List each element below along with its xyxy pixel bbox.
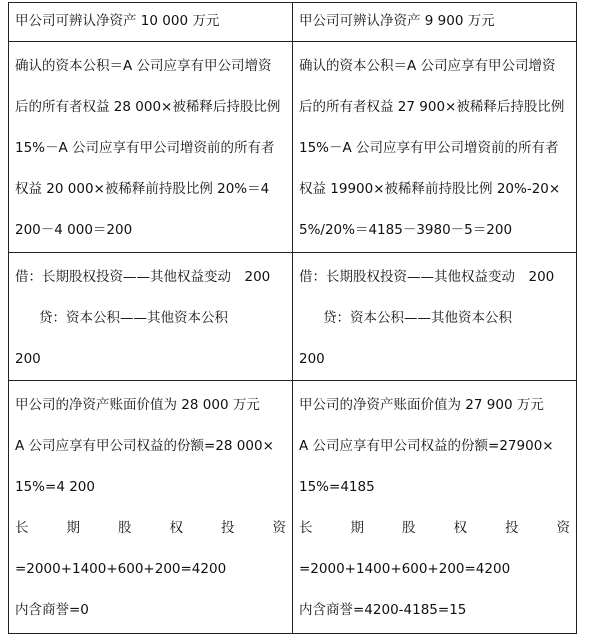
spread-text (15, 508, 286, 549)
table-cell (9, 381, 293, 634)
spread-char: 期 (66, 520, 80, 536)
spread-char: 股 (118, 520, 132, 536)
cell-text: 15%－A 公司应享有甲公司增资前的所有者 (15, 140, 275, 156)
cell-text: 内含商誉=4200-4185=15 (299, 602, 467, 618)
cell-text: 15%=4185 (299, 479, 375, 495)
cell-text: 5%/20%＝4185－3980－5＝200 (299, 222, 513, 238)
cell-text: A 公司应享有甲公司权益的份额=28 000× (15, 438, 274, 454)
cell-text: 15%=4 200 (15, 479, 95, 495)
comparison-table (8, 2, 577, 634)
cell-text: 甲公司可辨认净资产 9 900 万元 (299, 13, 495, 29)
spread-char: 期 (350, 520, 364, 536)
cell-text: 15%－A 公司应享有甲公司增资前的所有者 (299, 140, 559, 156)
cell-text: 确认的资本公积＝A 公司应享有甲公司增资 (15, 58, 272, 74)
cell-text: 权益 20 000×被稀释前持股比例 20%＝4 (15, 181, 270, 197)
table-row (9, 381, 577, 634)
cell-text: 后的所有者权益 28 000×被稀释后持股比例 (15, 99, 281, 115)
journal-debit-line: 借：长期股权投资——其他权益变动 200 (15, 269, 271, 285)
cell-text: 甲公司的净资产账面价值为 28 000 万元 (15, 397, 260, 413)
table-row (9, 253, 577, 381)
spread-char: 资 (272, 520, 286, 536)
spread-char: 权 (169, 520, 183, 536)
table-cell (293, 3, 577, 42)
journal-amount: 200 (299, 351, 325, 367)
table-row (9, 42, 577, 253)
table-row (9, 3, 577, 42)
cell-text: 200－4 000＝200 (15, 222, 133, 238)
cell-text: 甲公司可辨认净资产 10 000 万元 (15, 13, 220, 29)
cell-text: 确认的资本公积＝A 公司应享有甲公司增资 (299, 58, 556, 74)
spread-char: 投 (221, 520, 235, 536)
journal-credit-line: 贷：资本公积——其他资本公积 (323, 310, 512, 326)
cell-text: 内含商誉=0 (15, 602, 89, 618)
cell-text: A 公司应享有甲公司权益的份额=27900× (299, 438, 554, 454)
spread-char: 投 (505, 520, 519, 536)
table-cell (9, 42, 293, 253)
table-cell (293, 253, 577, 381)
spread-char: 资 (556, 520, 570, 536)
cell-text: =2000+1400+600+200=4200 (299, 561, 511, 577)
cell-text: =2000+1400+600+200=4200 (15, 561, 227, 577)
spread-char: 长 (299, 520, 313, 536)
table-cell (293, 381, 577, 634)
cell-text: 权益 19900×被稀释前持股比例 20%-20× (299, 181, 561, 197)
journal-debit-line: 借：长期股权投资——其他权益变动 200 (299, 269, 555, 285)
spread-char: 长 (15, 520, 29, 536)
journal-credit-line: 贷：资本公积——其他资本公积 (39, 310, 228, 326)
spread-char: 股 (402, 520, 416, 536)
journal-amount: 200 (15, 351, 41, 367)
spread-char: 权 (453, 520, 467, 536)
table-cell (293, 42, 577, 253)
table-cell (9, 3, 293, 42)
spread-text (299, 508, 570, 549)
table-cell (9, 253, 293, 381)
cell-text: 后的所有者权益 27 900×被稀释后持股比例 (299, 99, 565, 115)
cell-text: 甲公司的净资产账面价值为 27 900 万元 (299, 397, 544, 413)
